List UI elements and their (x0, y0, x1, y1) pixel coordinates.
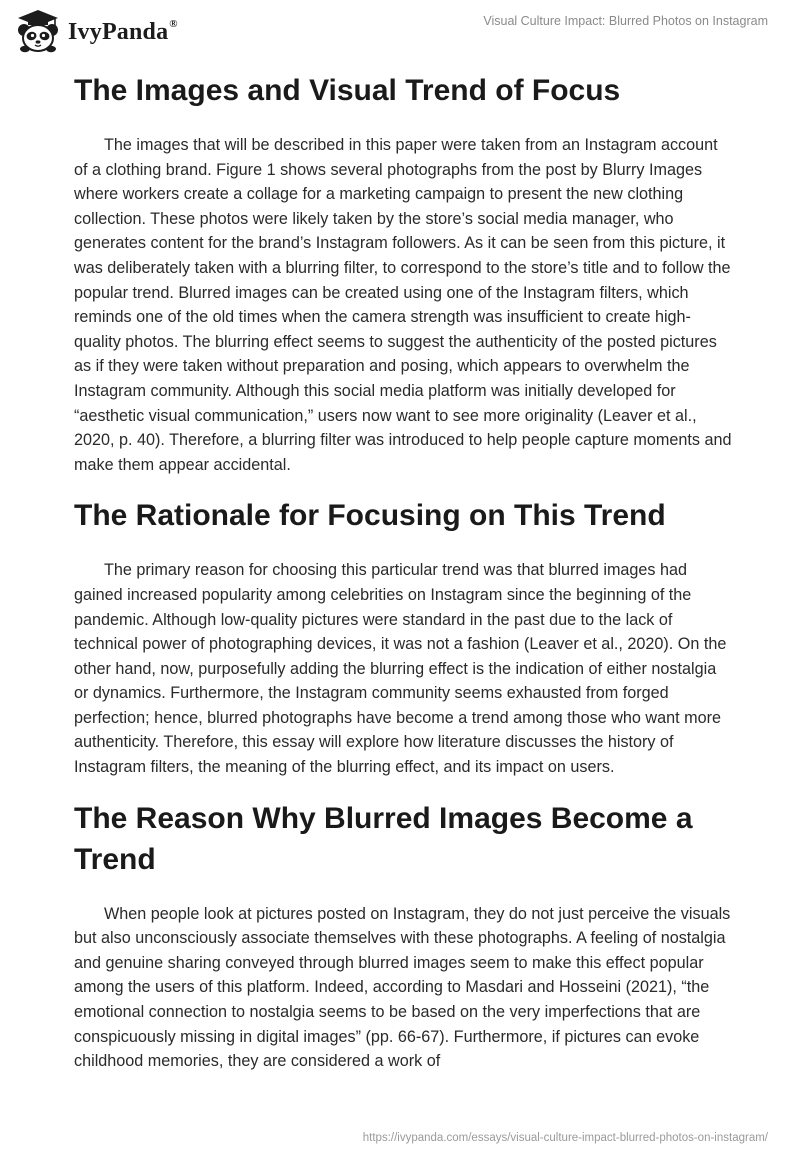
section-heading: The Images and Visual Trend of Focus (74, 74, 621, 107)
panda-graduate-icon (14, 8, 62, 54)
brand-name: IvyPanda® (68, 17, 178, 45)
section-heading: The Reason Why Blurred Images Become a Trend (74, 801, 693, 876)
registered-mark: ® (169, 17, 178, 30)
document-title: Visual Culture Impact: Blurred Photos on Instagram (483, 14, 768, 28)
essay-body (74, 68, 734, 1074)
brand-logo[interactable] (14, 8, 178, 54)
section-paragraph: When people look at pictures posted on Instagram, they do not just perceive the visuals but also unconsciously associate themselves with these photographs. A feeling of nostalgia and genuine sharing conveyed through blurred images seem to make this effect popular among the users of this platform. Indeed, according to Masdari and Hosseini (2021), “the emotional connection to nostalgia seems to be based on the very imperfections that are conspicuously missing in digital images” (pp. 66-67). Furthermore, if pictures can evoke childhood memories, they are considered a work of (74, 904, 731, 1071)
source-url[interactable]: https://ivypanda.com/essays/visual-culture-impact-blurred-photos-on-instagram/ (362, 1132, 768, 1144)
section-paragraph: The primary reason for choosing this particular trend was that blurred images had gained increased popularity among celebrities on Instagram since the beginning of the pandemic. Although low-quality pictures were standard in the past due to the lack of technical power of photographing devices, it was not a fashion (Leaver et al., 2020). On the other hand, now, purposefully adding the blurring effect is the indication of either nostalgia or dynamics. Furthermore, the Instagram community seems exhausted from forged perfection; hence, blurred photographs have become a trend among those who want more authenticity. Therefore, this essay will explore how literature discusses the history of Instagram filters, the meaning of the blurring effect, and its impact on users. (74, 561, 727, 777)
section-heading: The Rationale for Focusing on This Trend (74, 499, 666, 533)
page-header (0, 0, 800, 62)
section-paragraph: The images that will be described in this paper were taken from an Instagram account of a clothing brand. Figure 1 shows several photographs from the post by Blurry Images where workers create a collage for a marketing campaign to present the new clothing collection. These photos were likely taken by the store’s social media manager, who generates content for the brand’s Instagram followers. As it can be seen from this picture, it was deliberately taken with a blurring filter, to correspond to the store’s title and to follow the popular trend. Blurred images can be created using one of the Instagram filters, which reminds one of the old times when the camera strength was insufficient to create high-quality photos. The blurring effect seems to suggest the authenticity of the posted pictures as if they were taken without preparation and posing, which appears to overwhelm the Instagram community. Although this social media platform was initially developed for “aesthetic visual communication,” users now want to see more originality (Leaver et al., 2020, p. 40). Therefore, a blurring filter was introduced to help people capture moments and make them appear accidental. (74, 136, 732, 474)
